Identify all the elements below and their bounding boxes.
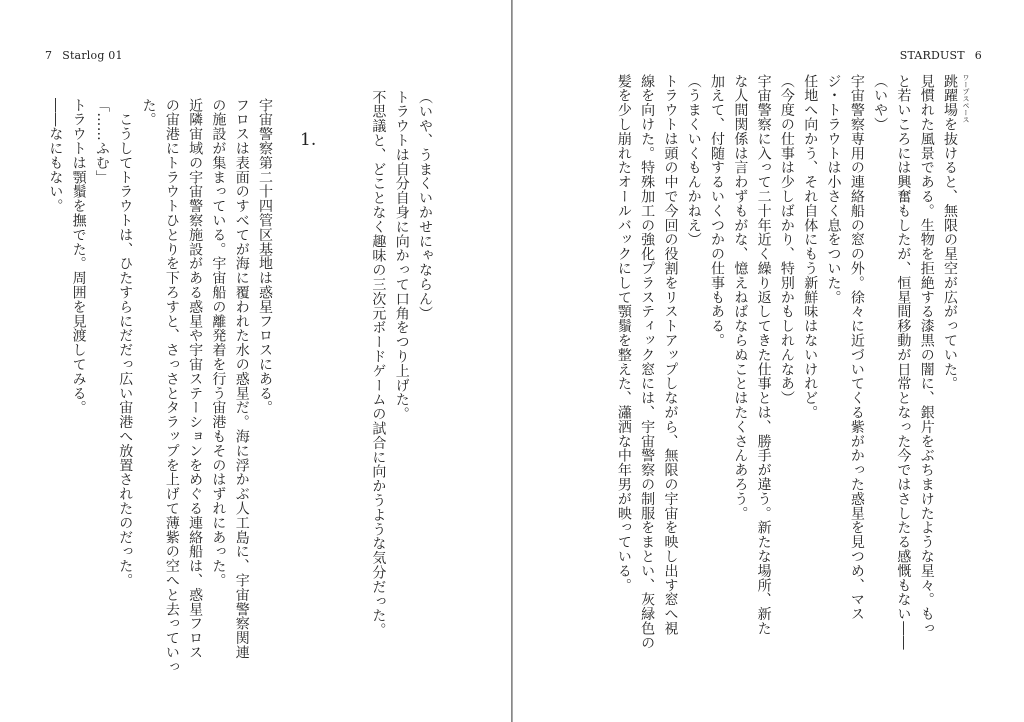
right-page	[513, 0, 1024, 722]
text-line: 宇宙警察に入って二十年近く繰り返してきた仕事とは、勝手が違う。新たな場所、新た	[755, 74, 772, 636]
ruby-base: 跳躍場	[942, 74, 958, 118]
text-line: フロスは表面のすべてが海に覆われた水の惑星だ。海に浮かぶ人工島に、宇宙警察関連	[233, 98, 250, 660]
left-folio	[45, 49, 123, 62]
text-line: 線を向けた。特殊加工の強化プラスティック窓には、宇宙警察の制服をまとい、灰緑色の	[639, 74, 656, 650]
left-running-title: Starlog 01	[62, 49, 123, 62]
right-text-block	[612, 74, 970, 650]
opening-line-rest: を抜けると、無限の星空が広がっていた。	[942, 117, 958, 391]
text-line: 見慣れた風景である。生物を拒絶する漆黒の闇に、銀片をぶちまけたような星々。もっ	[918, 74, 935, 636]
text-line: 宇宙警察第二十四管区基地は惑星フロスにある。	[257, 98, 273, 415]
right-running-title: STARDUST	[899, 49, 965, 62]
text-line: （いや、うまくいかせにゃならん）	[417, 90, 433, 321]
text-line: トラウトは頭の中で今回の役割をリストアップしながら、無限の宇宙を映し出す窓へ視	[662, 74, 679, 636]
text-line: トラウトは自分自身に向かって口角をつり上げた。	[393, 90, 410, 422]
text-line: 不思議と、どことなく趣味の三次元ボードゲームの試合に向かうような気分だった。	[370, 90, 387, 638]
text-line: こうしてトラウトは、ひたすらにだだっ広い宙港へ放置されたのだった。	[117, 98, 134, 588]
right-folio	[900, 49, 982, 62]
left-page-number: 7	[45, 49, 53, 62]
left-top-text-block	[366, 90, 436, 690]
left-page	[0, 0, 511, 722]
left-bottom-text-block	[43, 98, 276, 674]
text-line: （いや）	[872, 74, 889, 132]
text-line: 宇宙警察専用の連絡船の窓の外。徐々に近づいてくる紫がかった惑星を見つめ、マス	[848, 74, 865, 622]
text-line: な人間関係は言わずもがな、憶えねばならぬことはたくさんあろう。	[732, 74, 749, 521]
text-line: （今度の仕事は少しばかり、特別かもしれんなあ）	[778, 74, 795, 406]
right-page-number: 6	[974, 49, 982, 62]
text-line: 任地へ向かう、それ自体にもう新鮮味はないけれど。	[802, 74, 819, 420]
text-line: ――なにもない。	[47, 98, 64, 214]
ruby-word	[938, 74, 970, 123]
ruby-reading: ワープスペース	[962, 74, 970, 123]
chapter-heading: 1.	[300, 130, 317, 150]
text-line: た。	[140, 98, 157, 127]
opening-line	[938, 74, 970, 634]
text-line: の施設が集まっている。宇宙船の離発着を行う宙港もそのはずれにあった。	[210, 98, 227, 588]
text-line: の宙港にトラウトひとりを下ろすと、さっさとタラップを上げて薄紫の空へと去っていっ	[163, 98, 180, 674]
text-line: 「……ふむ」	[93, 98, 110, 185]
text-line: トラウトは顎鬚を撫でた。周囲を見渡してみる。	[70, 98, 87, 415]
text-line: 近隣宙域の宇宙警察施設がある惑星や宇宙ステーションをめぐる連絡船は、惑星フロス	[187, 98, 204, 660]
text-line: ジ・トラウトは小さく息をついた。	[825, 74, 842, 305]
text-line: （うまくいくもんかねえ）	[685, 74, 702, 247]
text-line: と若いころには興奮もしたが、恒星間移動が日常となった今ではさしたる感慨もない――	[895, 74, 912, 650]
text-line: 髪を少し崩れたオールバックにして顎鬚を整えた、瀟洒な中年男が映っている。	[615, 74, 632, 593]
text-line: 加えて、付随するいくつかの仕事もある。	[709, 74, 726, 348]
